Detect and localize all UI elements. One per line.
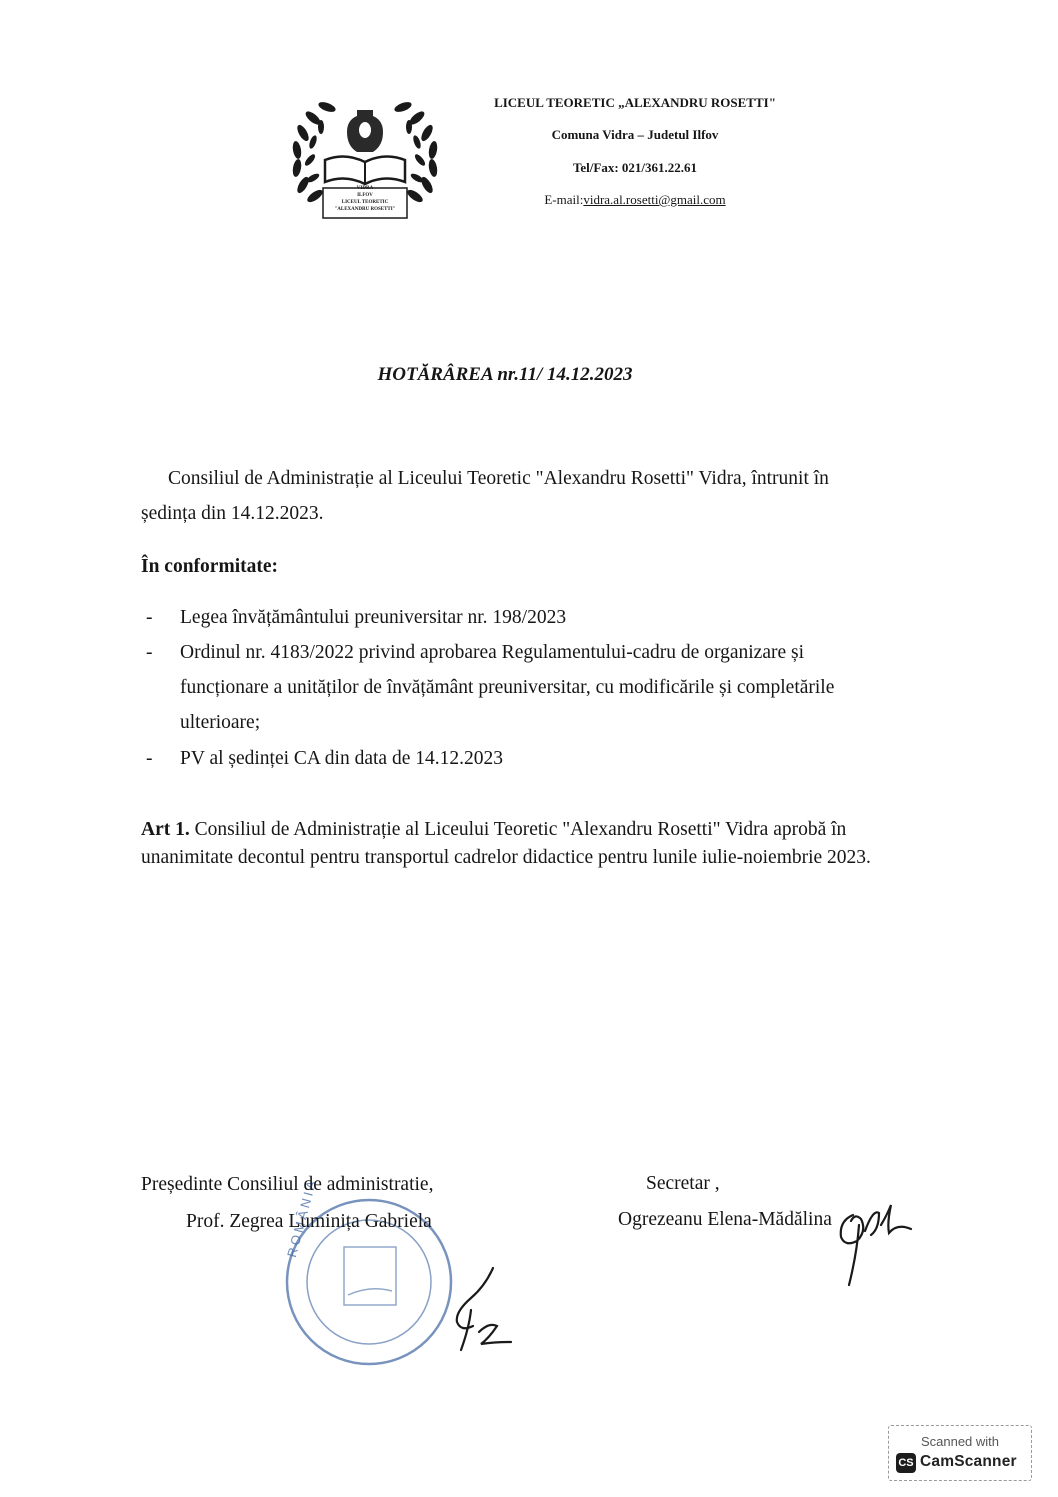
- camscanner-icon: CS: [896, 1453, 916, 1473]
- logo-text-ilfov: ILFOV: [357, 193, 373, 198]
- document-title: HOTĂRÂREA nr.11/ 14.12.2023: [377, 364, 633, 385]
- scanned-with-label: Scanned with: [920, 1434, 1000, 1449]
- bullet-1-line-1: Legea învățământului preuniversitar nr. 198/2023: [180, 607, 567, 628]
- conformity-heading: În conformitate:: [141, 556, 279, 577]
- article-line-2: unanimitate decontul pentru transportul cadrelor didactice pentru lunile iulie-noiembrie 2023.: [141, 847, 871, 868]
- secretary-signature: [825, 1195, 920, 1290]
- intro-line-2: ședința din 14.12.2023.: [141, 503, 324, 524]
- president-role: Președinte Consiliul de administratie,: [141, 1174, 434, 1195]
- bullet-dash: -: [146, 748, 153, 769]
- logo-text-vidra: VIDRA: [356, 186, 374, 191]
- email-link[interactable]: vidra.al.rosetti@gmail.com: [583, 192, 726, 207]
- secretary-name: Ogrezeanu Elena-Mădălina: [618, 1209, 832, 1230]
- president-name: Prof. Zegrea Luminița Gabriela: [186, 1211, 432, 1232]
- president-signature: [445, 1260, 515, 1355]
- school-email-line: [455, 192, 815, 208]
- logo-text-rosetti: "ALEXANDRU ROSETTI": [334, 207, 396, 212]
- article-label: Art 1.: [141, 819, 190, 840]
- school-address: Comuna Vidra – Judetul Ilfov: [551, 127, 719, 142]
- camscanner-brand: CamScanner: [920, 1453, 1017, 1470]
- email-label: E-mail:: [544, 192, 584, 207]
- bullet-dash: -: [146, 607, 153, 628]
- secretary-role: Secretar ,: [646, 1173, 720, 1194]
- intro-line-1: Consiliul de Administrație al Liceului Teoretic "Alexandru Rosetti" Vidra, întrunit în: [168, 468, 829, 489]
- school-name: LICEUL TEORETIC „ALEXANDRU ROSETTI": [494, 95, 776, 110]
- bullet-3-line-1: PV al ședinței CA din data de 14.12.2023: [180, 748, 503, 769]
- bullet-2-line-3: ulterioare;: [180, 712, 261, 733]
- bullet-dash: -: [146, 642, 153, 663]
- school-logo: [285, 90, 445, 225]
- bullet-2-line-2: funcționare a unităților de învățământ preuniversitar, cu modificările și completările: [180, 677, 835, 698]
- article-text-1: Consiliul de Administrație al Liceului Teoretic "Alexandru Rosetti" Vidra aprobă în: [194, 819, 847, 840]
- bullet-2-line-1: Ordinul nr. 4183/2022 privind aprobarea Regulamentului-cadru de organizare și: [180, 642, 804, 663]
- logo-text-school: LICEUL TEORETIC: [341, 200, 389, 205]
- camscanner-badge: [888, 1425, 1032, 1481]
- stamp-text: ROMÂNIA: [284, 1176, 320, 1259]
- school-phone: Tel/Fax: 021/361.22.61: [572, 160, 698, 175]
